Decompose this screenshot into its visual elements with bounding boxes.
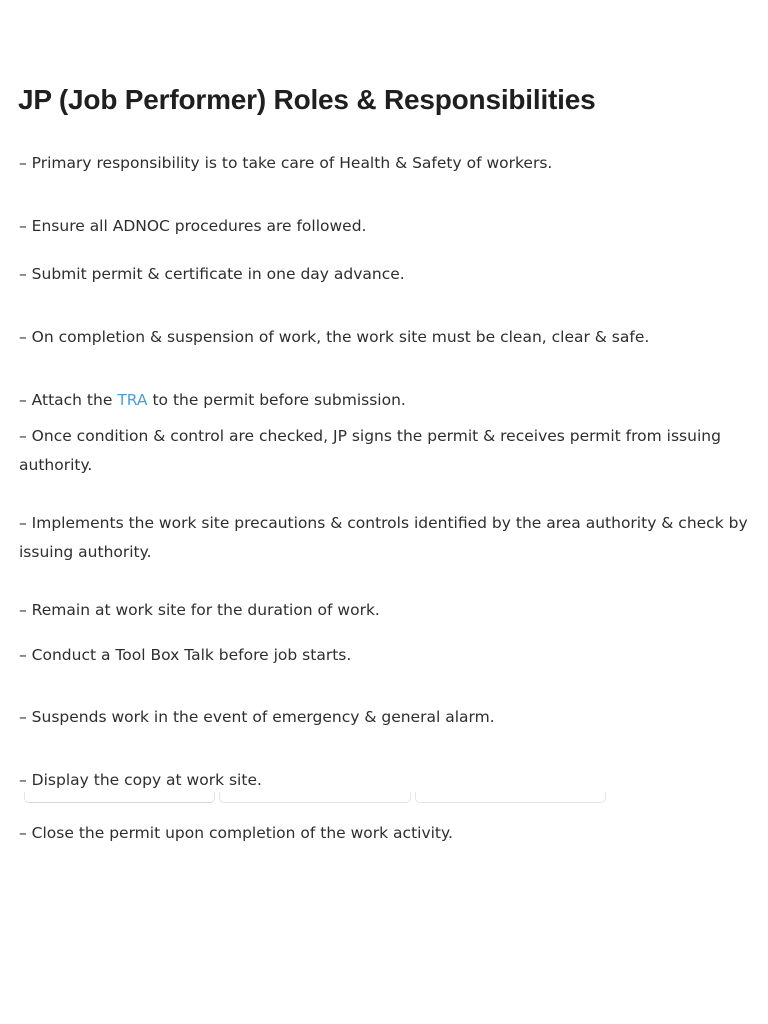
image-strip-remnant	[24, 792, 606, 804]
list-item	[19, 386, 754, 415]
list-item: – Suspends work in the event of emergency & general alarm.	[19, 708, 495, 726]
list-item: – Remain at work site for the duration of work.	[19, 601, 380, 619]
list-item: – Once condition & control are checked, JP signs the permit & receives permit from issuing authority.	[19, 427, 721, 474]
list-item: – Ensure all ADNOC procedures are followed.	[19, 217, 367, 235]
list-item-text: – Attach the	[19, 391, 118, 409]
list-item: – Submit permit & certificate in one day advance.	[19, 265, 405, 283]
page-title: JP (Job Performer) Roles & Responsibilities	[18, 84, 596, 115]
list-item: – Implements the work site precautions & controls identified by the area authority & check by issuing authority.	[19, 514, 748, 561]
list-item: – On completion & suspension of work, the work site must be clean, clear & safe.	[19, 328, 650, 346]
list-item: – Primary responsibility is to take care of Health & Safety of workers.	[19, 154, 553, 172]
tra-link[interactable]: TRA	[117, 391, 148, 409]
image-cell	[219, 792, 410, 803]
list-item: – Conduct a Tool Box Talk before job starts.	[19, 646, 352, 664]
list-item-text: to the permit before submission.	[147, 391, 406, 409]
list-item: – Close the permit upon completion of the work activity.	[19, 824, 453, 842]
image-cell	[415, 792, 606, 803]
image-cell	[24, 792, 215, 803]
list-item: – Display the copy at work site.	[19, 771, 262, 789]
